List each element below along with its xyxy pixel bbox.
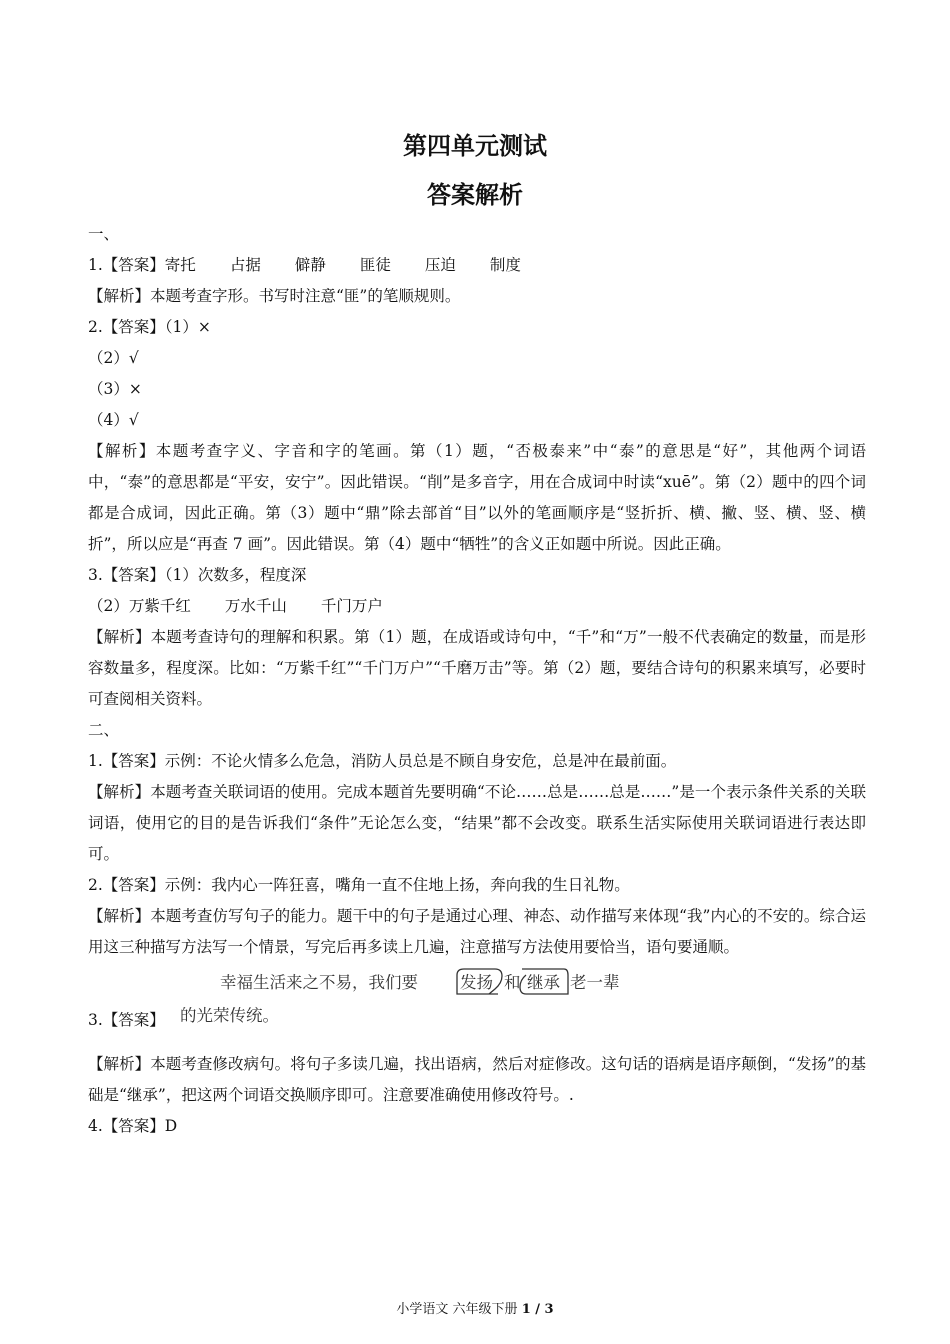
section-heading-1: 一、 (88, 225, 120, 243)
hw-and: 和 (504, 973, 521, 992)
page-footer (0, 1300, 950, 1320)
s2-q1-answer: 1.【答案】示例：不论火情多么危急，消防人员总是不顾自身安危，总是冲在最前面。 (88, 752, 677, 770)
q1-word: 匪徒 (359, 256, 391, 274)
answer-content (88, 219, 866, 1142)
q1-word: 僻静 (294, 256, 326, 274)
q3-word: 千门万户 (320, 597, 383, 615)
q2-analysis: 【解析】本题考查字义、字音和字的笔画。第（1）题，“否极泰来”中“泰”的意思是“好”，其他两个词语中，“泰”的意思都是“平安，安宁”。因此错误。“削”是多音字，用在合成词中时读“xuē”。第（2）题中的四个词都是合成词，因此正确。第（3）题中“鼎”除去部首“目”以外的笔画顺序是“竖折折、横、撇、竖、横、竖、横折”，所以应是“再查 7 画”。因此错误。第（4）题中“牺牲”的含义正如题中所说。因此正确。 (88, 442, 866, 553)
handwritten-correction-image (180, 963, 620, 1039)
s2-q3-answer-label: 3.【答案】 (88, 1011, 165, 1029)
q1-word: 制度 (489, 256, 521, 274)
hw-word-2: 继承 (527, 973, 560, 992)
hw-line1-b: 老一辈 (570, 973, 620, 992)
s2-q3-analysis: 【解析】本题考查修改病句。将句子多读几遍，找出语病，然后对症修改。这句话的语病是语序颠倒，“发扬”的基础是“继承”，把这两个词语交换顺序即可。注意要准确使用修改符号。. (88, 1055, 866, 1104)
q3-answer: 3.【答案】（1）次数多，程度深 (88, 566, 307, 584)
s2-q3-answer (88, 963, 866, 1049)
page-number: 1 / 3 (521, 1302, 554, 1317)
q2-answer-3: （3）× (88, 380, 142, 398)
footer-text: 小学语文 六年级下册 (396, 1302, 522, 1317)
hw-line2: 的光荣传统。 (180, 1006, 279, 1025)
q3-word: 万水千山 (224, 597, 287, 615)
q1-analysis: 【解析】本题考查字形。书写时注意“匪”的笔顺规则。 (88, 287, 461, 305)
s2-q1-analysis: 【解析】本题考查关联词语的使用。完成本题首先要明确“不论……总是……总是……”是一个表示条件关系的关联词语，使用它的目的是告诉我们“条件”无论怎么变，“结果”都不会改变。联系生活实际使用关联词语进行表达即可。 (88, 783, 866, 863)
q1-answer-label: 1.【答案】 (88, 256, 165, 274)
hw-word-1: 发扬 (460, 973, 493, 992)
q1-word: 压迫 (424, 256, 456, 274)
q3-answer-2 (88, 591, 866, 622)
hw-line1-a: 幸福生活来之不易，我们要 (220, 973, 418, 992)
q1-word: 寄托 (164, 256, 196, 274)
page-title: 第四单元测试 (403, 132, 547, 160)
q1-answer (88, 250, 866, 281)
q1-word: 占据 (229, 256, 261, 274)
q2-answer-4: （4）√ (88, 411, 139, 429)
s2-q2-analysis: 【解析】本题考查仿写句子的能力。题干中的句子是通过心理、神态、动作描写来体现“我”内心的不安的。综合运用这三种描写方法写一个情景，写完后再多读上几遍，注意描写方法使用要恰当，语句要通顺。 (88, 907, 866, 956)
q2-answer-2: （2）√ (88, 349, 139, 367)
s2-q4-answer: 4.【答案】D (88, 1117, 178, 1135)
q3-word: 万紫千红 (128, 597, 191, 615)
q3-answer-2-label: （2） (88, 597, 129, 615)
s2-q2-answer: 2.【答案】示例：我内心一阵狂喜，嘴角一直不住地上扬，奔向我的生日礼物。 (88, 876, 630, 894)
q2-answer: 2.【答案】（1）× (88, 318, 211, 336)
q3-analysis: 【解析】本题考查诗句的理解和积累。第（1）题，在成语或诗句中，“千”和“万”一般不代表确定的数量，而是形容数量多，程度深。比如：“万紫千红”“千门万户”“千磨万击”等。第（2）题，要结合诗句的积累来填写，必要时可查阅相关资料。 (88, 628, 866, 708)
section-heading-2: 二、 (88, 721, 120, 739)
page-subtitle: 答案解析 (427, 181, 523, 209)
